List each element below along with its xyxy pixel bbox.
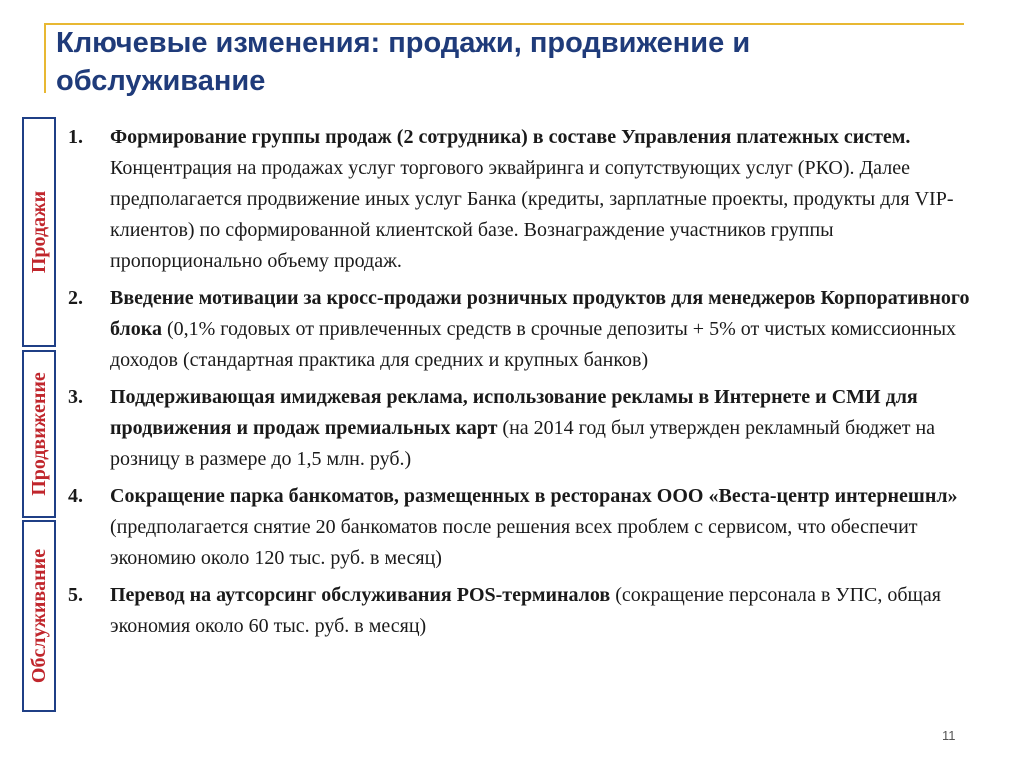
list-item [68,481,988,574]
list-item [68,382,988,475]
list-item [68,283,988,376]
list-item-lead: Введение мотивации за кросс-продажи розничных продуктов для менеджеров Корпоративного блока [110,287,970,340]
side-label-sales [22,117,56,347]
list-item-text: (0,1% годовых от привлеченных средств в срочные депозиты + 5% от чистых комиссионных доходов (стандартная практика для средних и крупных банков) [110,318,957,371]
list-item-lead: Сокращение парка банкоматов, размещенных в ресторанах ООО «Веста-центр интернешнл» [110,485,958,507]
list-item-number: 2. [68,287,83,309]
list-item [68,122,988,277]
key-changes-list [68,122,988,648]
list-item-text: (на 2014 год был утвержден рекламный бюджет на розницу в размере до 1,5 млн. руб.) [110,417,936,470]
list-item-lead: Формирование группы продаж (2 сотрудника) в составе Управления платежных систем. [110,126,911,148]
list-item-text: (сокращение персонала в УПС, общая экономия около 60 тыс. руб. в месяц) [110,584,942,637]
side-label-sales-text: Продажи [28,190,50,274]
list-item-text: (предполагается снятие 20 банкоматов после решения всех проблем с сервисом, что обеспечит экономию около 120 тыс. руб. в месяц) [110,516,918,569]
list-item-lead: Перевод на аутсорсинг обслуживания POS-терминалов [110,584,611,606]
side-label-service-text: Обслуживание [28,548,50,684]
list-item-number: 3. [68,386,83,408]
list-item-number: 4. [68,485,83,507]
list-item-text: Концентрация на продажах услуг торгового эквайринга и сопутствующих услуг (РКО). Далее предполагается продвижение иных услуг Банка (кредиты, зарплатные проекты, продукты для VIP-клиентов) по сформированной клиентской базе. Вознаграждение участников группы пропорционально объему продаж. [110,157,954,272]
slide-title: Ключевые изменения: продажи, продвижение и обслуживание [56,27,751,97]
side-label-promotion [22,350,56,518]
list-item [68,580,988,642]
side-label-promotion-text: Продвижение [28,372,50,496]
side-label-service [22,520,56,712]
title-accent-vertical-line [44,23,46,93]
list-item-number: 5. [68,584,83,606]
list-item-number: 1. [68,126,83,148]
page-number: 11 [942,728,956,743]
list-item-lead: Поддерживающая имиджевая реклама, использование рекламы в Интернете и СМИ для продвижения и продаж премиальных карт [110,386,918,439]
